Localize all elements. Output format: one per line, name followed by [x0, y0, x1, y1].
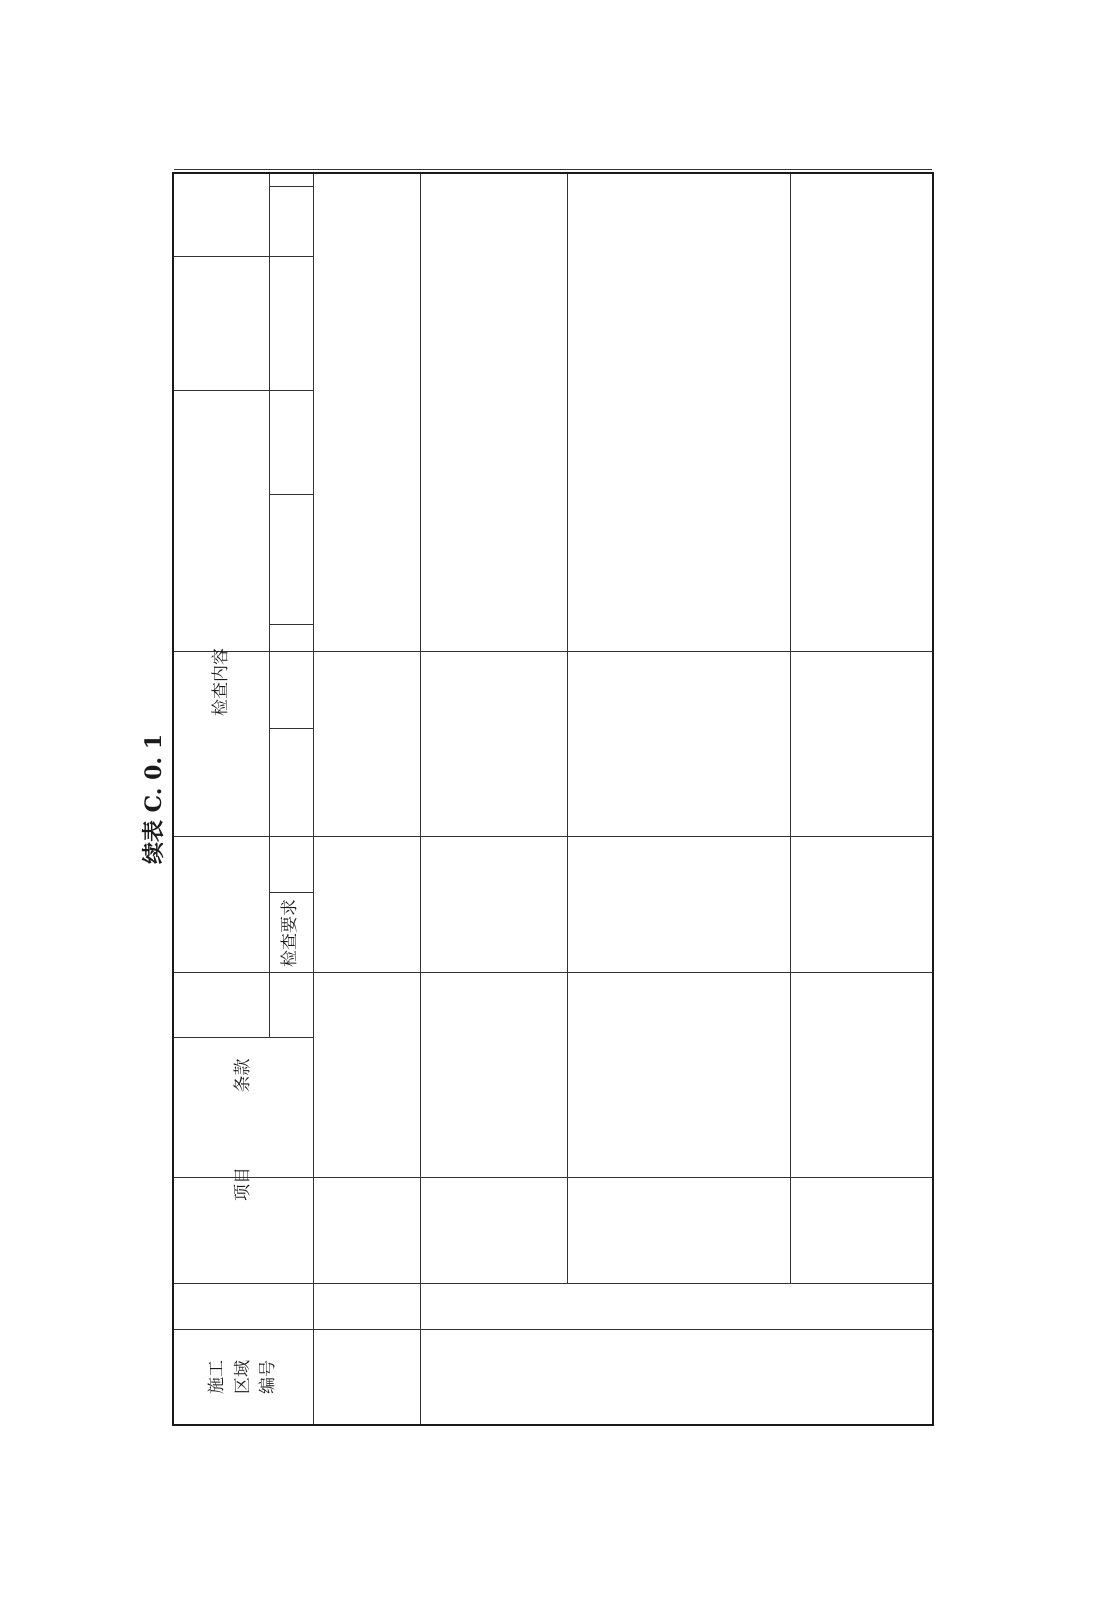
header-item: 项目: [232, 1167, 253, 1201]
header-area: 施工 区域 编号: [207, 1360, 279, 1394]
inspection-table: [172, 172, 934, 1426]
header-clause: 条款: [232, 1058, 253, 1093]
header-requirement: 检查要求: [280, 899, 301, 967]
header-inspection: 检查内容: [210, 648, 231, 716]
table-title: 续表 C. 0. 1: [141, 733, 167, 865]
